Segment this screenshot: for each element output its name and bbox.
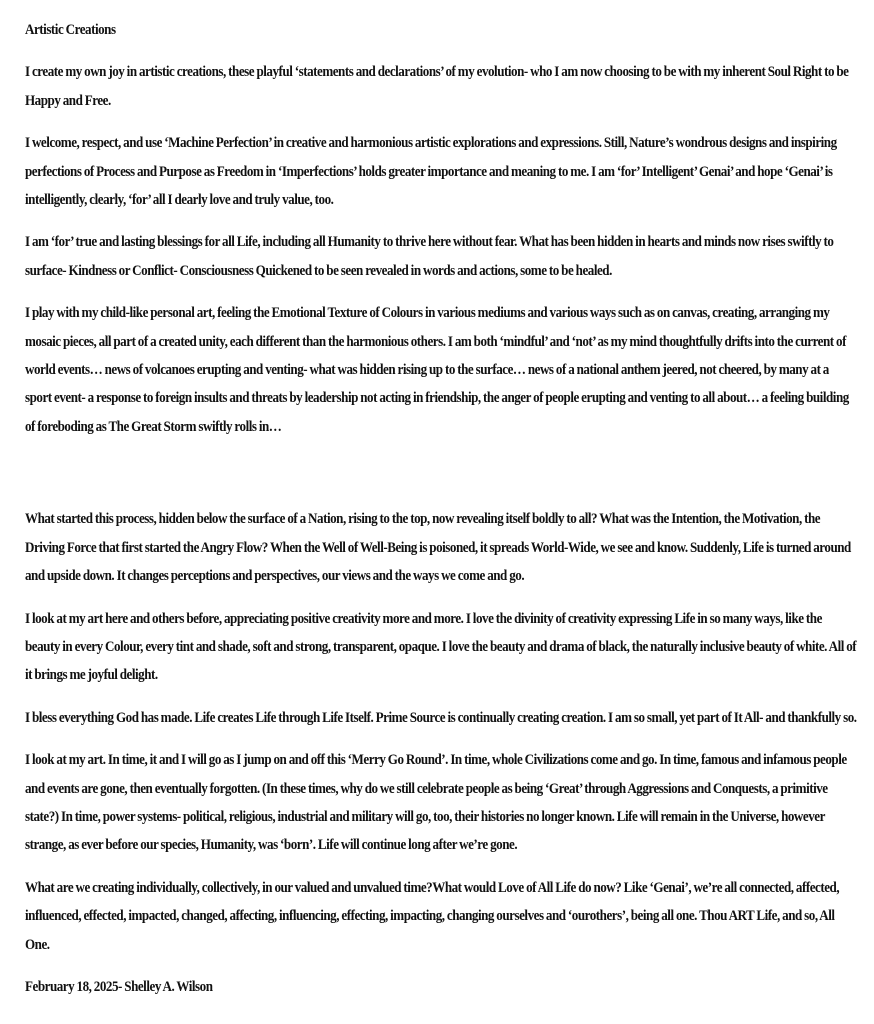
paragraph-6: I look at my art here and others before, appreciating positive creativity more and more. I love the divinity of creativity expressing Life in so many ways, like the beauty in every Colour, every tint and shade, soft and strong, transparent, opaque. I love the beauty and drama of black, the naturally inclusive beauty of white. All of it brings me joyful delight. — [25, 609, 857, 684]
paragraph-1: I create my own joy in artistic creations, these playful ‘statements and declarations’ of my evolution- who I am now choosing to be with my inherent Soul Right to be Happy and Free. — [25, 63, 849, 109]
document-body — [25, 16, 857, 1015]
paragraph-5: What started this process, hidden below the surface of a Nation, rising to the top, now revealing itself boldly to all? What was the Intention, the Motivation, the Driving Force that first started the Angry Flow? When the Well of Well-Being is poisoned, it spreads World-Wide, we see and know. Suddenly, Life is turned around and upside down. It changes perceptions and perspectives, our views and the ways we come and go. — [25, 510, 851, 585]
paragraph-2: I welcome, respect, and use ‘Machine Perfection’ in creative and harmonious artistic explorations and expressions. Still, Nature’s wondrous designs and inspiring perfections of Process and Purpose as Freedom in ‘Imperfections’ holds greater importance and meaning to me. I am ‘for’ Intelligent’ Genai’ and hope ‘Genai’ is intelligently, clearly, ‘for’ all I dearly love and truly value, too. — [25, 134, 837, 209]
paragraph-3: I am ‘for’ true and lasting blessings for all Life, including all Humanity to thrive here without fear. What has been hidden in hearts and minds now rises swiftly to surface- Kindness or Conflict- Consciousness Quickened to be seen revealed in words and actions, some to be healed. — [25, 233, 834, 279]
paragraph-7: I bless everything God has made. Life creates Life through Life Itself. Prime Source is continually creating creation. I am so small, yet part of It All- and thankfully so. — [25, 708, 857, 726]
paragraph-9: What are we creating individually, collectively, in our valued and unvalued time?What would Love of All Life do now? Like ‘Genai’, we’re all connected, affected, influenced, effected, impacted, changed, affecting, influencing, effecting, impacting, changing ourselves and ‘ourothers’, being all one. Thou ART Life, and so, All One. — [25, 878, 840, 953]
paragraph-8: I look at my art. In time, it and I will go as I jump on and off this ‘Merry Go Round’. In time, whole Civilizations come and go. In time, famous and infamous people and events are gone, then eventually forgotten. (In these times, why do we still celebrate people as being ‘Great’ through Aggressions and Conquests, a primitive state?) In time, power systems- political, religious, industrial and military will go, too, their histories no longer known. Life will remain in the Universe, however strange, as ever before our species, Humanity, was ‘born’. Life will continue long after we’re gone. — [25, 751, 847, 854]
document-title: Artistic Creations — [25, 21, 116, 38]
paragraph-4: I play with my child-like personal art, feeling the Emotional Texture of Colours in various mediums and various ways such as on canvas, creating, arranging my mosaic pieces, all part of a created unity, each different than the harmonious others. I am both ‘mindful’ and ‘not’ as my mind thoughtfully drifts into the current of world events… news of volcanoes erupting and venting- what was hidden rising up to the surface… news of a national anthem jeered, not cheered, by many at a sport event- a response to foreign insults and threats by leadership not acting in friendship, the anger of people erupting and venting to all about… a feeling building of foreboding as The Great Storm swiftly rolls in… — [25, 304, 849, 435]
blank-line-gap — [25, 455, 857, 505]
signature-line: February 18, 2025- Shelley A. Wilson — [25, 977, 213, 995]
